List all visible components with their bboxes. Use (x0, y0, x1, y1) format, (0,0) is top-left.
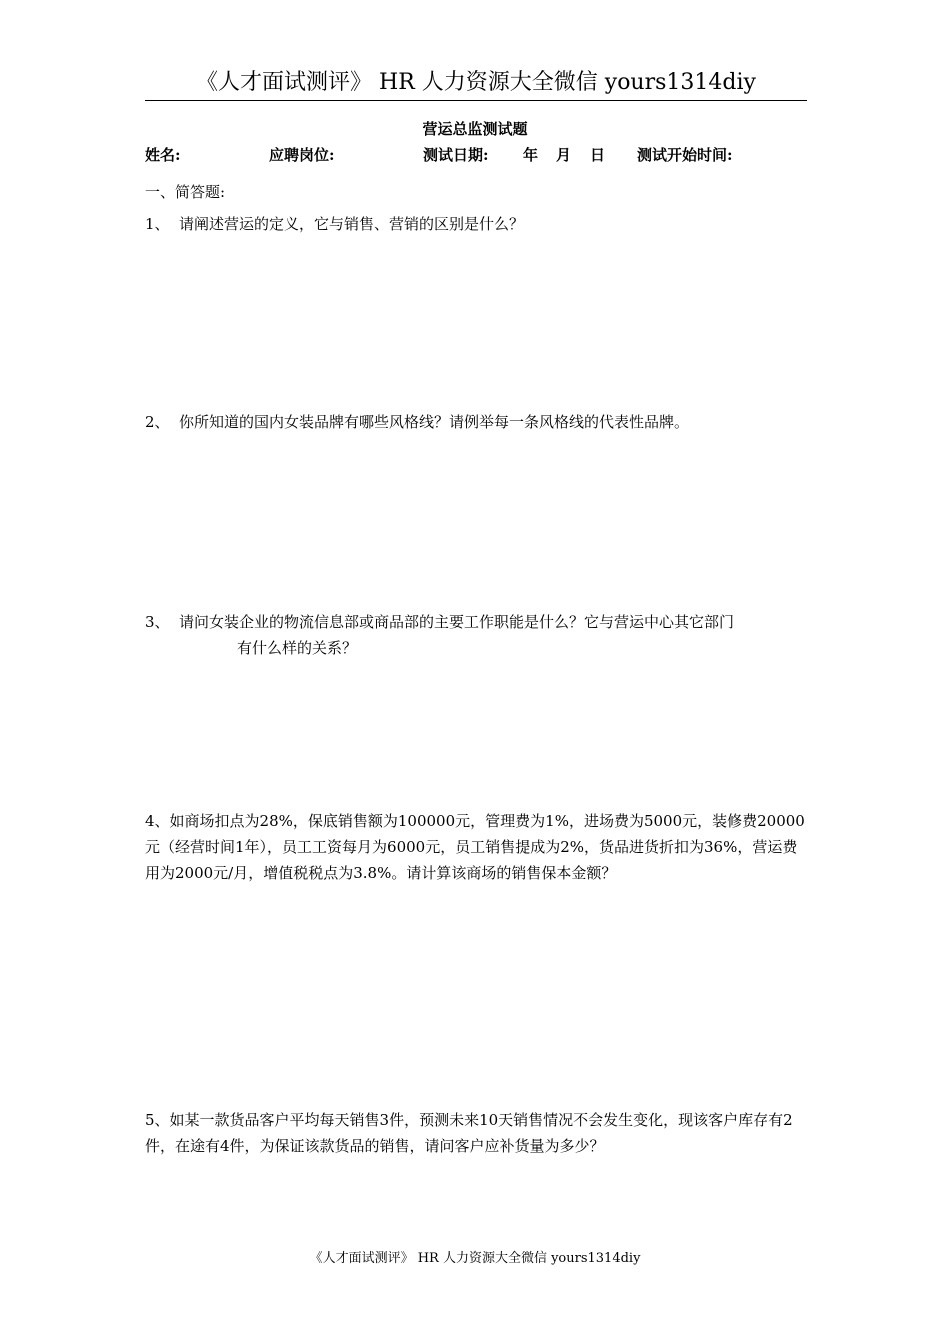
page-title: 营运总监测试题 (422, 120, 528, 138)
page-header: 《人才面试测评》 HR 人力资源大全微信 yours1314diy (145, 66, 807, 101)
date-label: 测试日期: (423, 146, 489, 164)
question-text: 4、如商场扣点为28%，保底销售额为100000元，管理费为1%，进场费为5000元，装修费20000元（经营时间1年），员工工资每月为6000元，员工销售提成为2%，货品进货折扣为36%，营运费用为2000元/月，增值税税点为3.8%。请计算该商场的销售保本金额？ (145, 812, 805, 882)
question-2 (145, 409, 807, 435)
question-5 (145, 1107, 807, 1159)
name-label: 姓名: (145, 146, 181, 164)
question-3 (145, 609, 807, 661)
question-text: 请阐述营运的定义，它与销售、营销的区别是什么？ (179, 215, 525, 233)
question-4 (145, 808, 807, 886)
position-label: 应聘岗位: (269, 146, 335, 164)
info-row (145, 144, 807, 166)
question-number: 2、 (145, 413, 170, 431)
section-heading: 一、简答题: (145, 183, 226, 201)
month-label: 月 (556, 146, 572, 164)
page-footer: 《人才面试测评》 HR 人力资源大全微信 yours1314diy (309, 1251, 641, 1266)
question-text-continued: 有什么样的关系？ (237, 639, 358, 657)
start-time-label: 测试开始时间: (637, 146, 733, 164)
question-text: 你所知道的国内女装品牌有哪些风格线？请例举每一条风格线的代表性品牌。 (179, 413, 690, 431)
day-label: 日 (590, 146, 606, 164)
year-label: 年 (523, 146, 539, 164)
question-text: 5、如某一款货品客户平均每天销售3件，预测未来10天销售情况不会发生变化，现该客户库存有2件，在途有4件，为保证该款货品的销售，请问客户应补货量为多少？ (145, 1111, 793, 1155)
question-number: 1、 (145, 215, 170, 233)
question-1 (145, 211, 807, 237)
question-number: 3、 (145, 613, 170, 631)
question-text: 请问女装企业的物流信息部或商品部的主要工作职能是什么？它与营运中心其它部门 (179, 613, 735, 631)
